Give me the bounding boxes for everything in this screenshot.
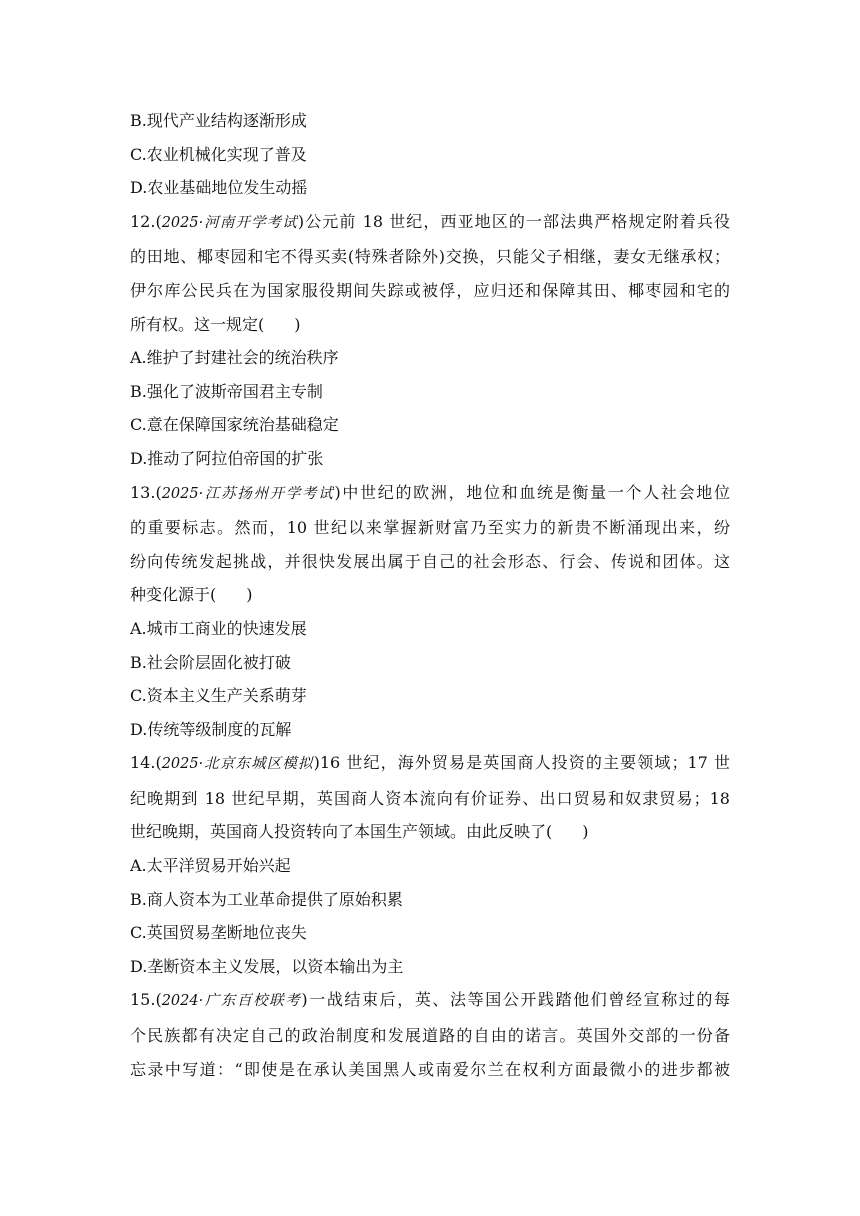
q12-option-a: A.维护了封建社会的统治秩序 <box>130 348 339 368</box>
q12-option-c: C.意在保障国家统治基础稳定 <box>130 415 339 435</box>
q12-source: 2025·河南开学考试 <box>161 214 298 231</box>
q13-source: 2025·江苏扬州开学考试 <box>161 485 335 502</box>
q14-option-b: B.商人资本为工业革命提供了原始积累 <box>130 889 403 909</box>
document-page <box>130 104 730 1086</box>
q13-number: 13.( <box>130 482 162 502</box>
q14-option-d: D.垄断资本主义发展，以资本输出为主 <box>130 956 404 976</box>
q13-option-b: B.社会阶层固化被打破 <box>130 652 291 672</box>
q14-line-1: 14.(2025·北京东城区模拟)16 世纪，海外贸易是英国商人投资的主要领域；17 世 <box>130 753 730 773</box>
q12-option-b: B.强化了波斯帝国君主专制 <box>130 381 323 401</box>
q11-option-b: B.现代产业结构逐渐形成 <box>130 111 307 130</box>
q14-source: 2025·北京东城区模拟 <box>161 756 314 773</box>
q11-option-d: D.农业基础地位发生动摇 <box>130 178 308 198</box>
q12-line-4: 所有权。这一规定( ) <box>130 314 301 334</box>
q15-stem: 一战结束后，英、法等国公开践踏他们曾经宣称过的每 <box>307 990 730 1010</box>
q12-line-2: 的田地、椰枣园和宅不得买卖(特殊者除外)交换，只能父子相继，妻女无继承权； <box>130 247 730 267</box>
q14-option-a: A.太平洋贸易开始兴起 <box>130 856 291 876</box>
q14-option-c: C.英国贸易垄断地位丧失 <box>130 923 307 943</box>
q14-line-2: 纪晚期到 18 世纪早期，英国商人资本流向有价证券、出口贸易和奴隶贸易；18 <box>130 788 730 808</box>
q12-number: 12.( <box>130 211 162 231</box>
q13-line-1: 13.(2025·江苏扬州开学考试)中世纪的欧洲，地位和血统是衡量一个人社会地位 <box>130 482 730 502</box>
q13-stem: 中世纪的欧洲，地位和血统是衡量一个人社会地位 <box>340 482 730 502</box>
q15-line-3: 忘录中写道：“即使是在承认美国黑人或南爱尔兰在权利方面最微小的进步都被 <box>130 1059 730 1079</box>
q15-number: 15.( <box>130 990 162 1010</box>
q14-line-3: 世纪晚期，英国商人投资转向了本国生产领域。由此反映了( ) <box>130 822 589 842</box>
q13-line-2: 的重要标志。然而，10 世纪以来掌握新财富乃至实力的新贵不断涌现出来，纷 <box>130 518 730 538</box>
q11-option-c: C.农业机械化实现了普及 <box>130 144 307 164</box>
q13-option-d: D.传统等级制度的瓦解 <box>130 719 292 739</box>
q14-number: 14.( <box>130 753 162 773</box>
q12-stem: 公元前 18 世纪，西亚地区的一部法典严格规定附着兵役 <box>304 211 730 231</box>
q12-option-d: D.推动了阿拉伯帝国的扩张 <box>130 448 324 468</box>
q12-line-1: 12.(2025·河南开学考试)公元前 18 世纪，西亚地区的一部法典严格规定附着兵役 <box>130 211 730 231</box>
q15-line-1: 15.(2024·广东百校联考)一战结束后，英、法等国公开践踏他们曾经宣称过的每 <box>130 990 730 1010</box>
q12-line-3: 伊尔库公民兵在为国家服役期间失踪或被俘，应归还和保障其田、椰枣园和宅的 <box>130 280 730 300</box>
q13-line-4: 种变化源于( ) <box>130 585 253 605</box>
q15-source: 2024·广东百校联考 <box>161 993 302 1010</box>
q13-option-c: C.资本主义生产关系萌芽 <box>130 686 307 706</box>
q13-option-a: A.城市工商业的快速发展 <box>130 618 307 638</box>
q13-line-3: 纷向传统发起挑战，并很快发展出属于自己的社会形态、行会、传说和团体。这 <box>130 551 730 571</box>
q15-line-2: 个民族都有决定自己的政治制度和发展道路的自由的诺言。英国外交部的一份备 <box>130 1026 730 1046</box>
q14-stem: 16 世纪，海外贸易是英国商人投资的主要领域；17 世 <box>319 753 730 773</box>
